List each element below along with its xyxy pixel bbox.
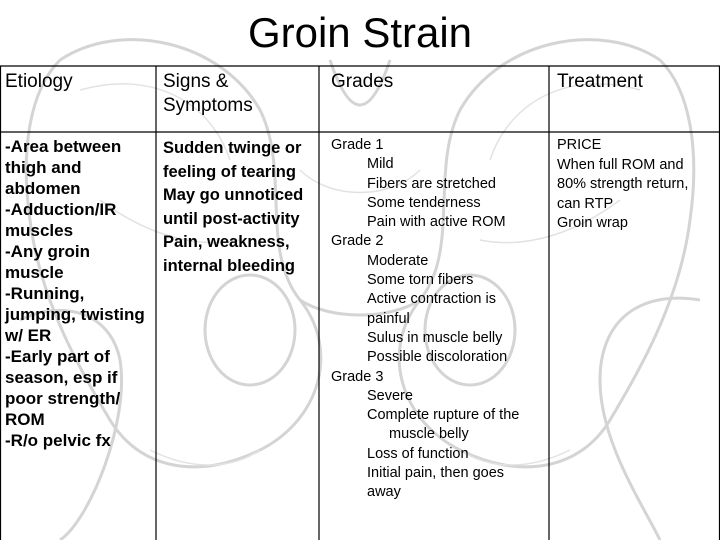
- signs-line: feeling of tearing: [163, 162, 296, 181]
- signs-line: Sudden twinge or: [163, 139, 302, 157]
- treat-line: can RTP: [557, 195, 614, 212]
- grade-detail: Fibers are stretched: [367, 175, 496, 192]
- etio-line: poor strength/: [5, 389, 121, 408]
- etio-line: -Running,: [5, 284, 85, 303]
- etio-line: abdomen: [5, 179, 81, 198]
- treat-line: 80% strength return,: [557, 176, 689, 192]
- header-signs-line1: Signs &: [163, 71, 229, 92]
- etio-line: muscles: [5, 221, 74, 240]
- etio-line: thigh and: [5, 158, 82, 177]
- etio-line: -Early part of: [5, 347, 110, 366]
- grade-detail: Active contraction is: [367, 291, 496, 308]
- header-signs-line2: Symptoms: [163, 95, 253, 116]
- treatment-cell: [557, 136, 717, 234]
- grade-detail: Pain with active ROM: [367, 214, 506, 231]
- signs-line: internal bleeding: [163, 256, 296, 275]
- header-treatment: Treatment: [557, 71, 643, 92]
- etio-line: jumping, twisting: [5, 305, 145, 324]
- grade-detail: away: [367, 484, 401, 501]
- etio-line: -Area between: [5, 137, 122, 156]
- header-etiology: Etiology: [5, 71, 73, 92]
- grade-detail: Moderate: [367, 252, 429, 269]
- etio-line: w/ ER: [5, 326, 52, 345]
- signs-line: May go unnoticed: [163, 186, 304, 204]
- grade-detail: Some tenderness: [367, 194, 481, 211]
- grade-detail: Sulus in muscle belly: [367, 329, 503, 346]
- grade-detail: Possible discoloration: [367, 349, 508, 366]
- grade-heading: Grade 3: [331, 368, 384, 385]
- grade-detail: Loss of function: [367, 445, 469, 462]
- header-grades: Grades: [331, 71, 394, 92]
- etio-line: -Any groin: [5, 242, 90, 261]
- signs-cell: [163, 137, 313, 278]
- grade-detail: Complete rupture of the: [367, 407, 520, 424]
- page-title: Groin Strain: [247, 9, 473, 56]
- grades-cell: [331, 136, 546, 503]
- etio-line: ROM: [5, 410, 45, 429]
- grade-heading: Grade 1: [331, 137, 384, 153]
- signs-line: Pain, weakness,: [163, 233, 290, 251]
- grade-detail: Mild: [367, 156, 394, 173]
- treat-line: Groin wrap: [557, 215, 628, 231]
- etiology-cell: [5, 137, 150, 452]
- grade-detail: painful: [367, 310, 410, 327]
- treat-line: PRICE: [557, 137, 602, 153]
- etio-line: -R/o pelvic fx: [5, 431, 111, 450]
- grade-detail: muscle belly: [389, 426, 469, 443]
- grade-detail: Severe: [367, 387, 413, 404]
- signs-line: until post-activity: [163, 209, 300, 228]
- header-signs-symptoms: [163, 70, 313, 118]
- grade-heading: Grade 2: [331, 233, 384, 250]
- treat-line: When full ROM and: [557, 156, 684, 173]
- grade-detail: Initial pain, then goes: [367, 465, 505, 482]
- grade-detail: Some torn fibers: [367, 272, 474, 289]
- etio-line: -Adduction/IR: [5, 200, 117, 219]
- etio-line: muscle: [5, 263, 64, 282]
- etio-line: season, esp if: [5, 368, 118, 387]
